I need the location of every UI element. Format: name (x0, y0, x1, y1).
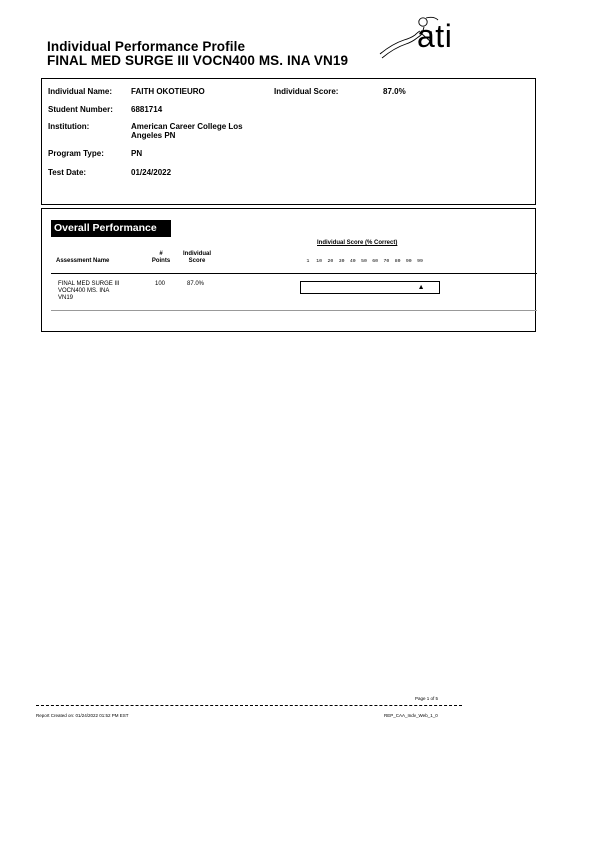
scale-tick-label: 70 (383, 259, 390, 264)
scale-tick-label: 80 (394, 259, 401, 264)
report-id: REP_CAA_Indv_Web_1_0 (384, 713, 438, 718)
header-rule (51, 273, 537, 274)
scale-tick-label: 50 (361, 259, 367, 264)
scale-tick-label: 99 (417, 259, 423, 264)
score-value: 87.0% (383, 87, 406, 96)
report-title (47, 40, 348, 68)
row-assessment-name (58, 281, 119, 302)
student-number-value: 6881714 (131, 105, 163, 114)
col-score-line2: Score (188, 258, 206, 264)
program-label: Program Type: (48, 149, 104, 158)
row-points: 100 (155, 281, 166, 287)
row-name-line1: FINAL MED SURGE III (58, 281, 120, 287)
score-scale-title: Individual Score (% Correct) (317, 240, 398, 246)
institution-label: Institution: (48, 122, 90, 131)
overall-performance-title: Overall Performance (51, 220, 171, 237)
report-title-line2: FINAL MED SURGE III VOCN400 MS. INA VN19 (47, 53, 349, 68)
ati-logo-text: ati (417, 18, 453, 54)
report-created: Report Created on: 01/24/2022 01:52 PM EST (36, 713, 129, 718)
scale-tick-label: 90 (405, 259, 412, 264)
score-marker-icon: ▲ (417, 284, 425, 291)
test-date-label: Test Date: (48, 168, 87, 177)
institution-value-line1: American Career College Los (131, 122, 243, 131)
col-score-line1: Individual (182, 251, 211, 257)
scale-tick-label: 10 (316, 259, 323, 264)
program-value: PN (131, 149, 143, 158)
scale-tick-label: 30 (338, 259, 345, 264)
row-score: 87.0% (187, 281, 205, 287)
name-value: FAITH OKOTIEURO (131, 87, 205, 96)
col-points-line1: # (159, 251, 163, 257)
page-number: Page 1 of 5 (415, 696, 439, 701)
student-info-box (41, 78, 536, 205)
score-bar (300, 281, 440, 294)
col-points-line2: Points (151, 258, 171, 264)
institution-value-line2: Angeles PN (131, 131, 176, 140)
student-number-label: Student Number: (48, 105, 113, 114)
footer-dashed-divider (36, 705, 462, 706)
col-points (147, 251, 175, 265)
test-date-value: 01/24/2022 (131, 168, 172, 177)
col-assessment-name: Assessment Name (56, 258, 110, 264)
footer-rule (51, 310, 537, 311)
row-name-line3: VN19 (58, 295, 74, 301)
row-name-line2: VOCN400 MS. INA (58, 288, 110, 294)
overall-performance-box (41, 208, 536, 332)
name-label: Individual Name: (48, 87, 113, 96)
scale-tick-label: 1 (306, 259, 310, 264)
col-individual-score (177, 251, 217, 265)
score-label: Individual Score: (274, 87, 339, 96)
scale-tick-label: 40 (349, 259, 356, 264)
scale-tick-label: 60 (372, 259, 379, 264)
scale-tick-label: 20 (327, 259, 334, 264)
report-title-line1: Individual Performance Profile (47, 39, 246, 54)
